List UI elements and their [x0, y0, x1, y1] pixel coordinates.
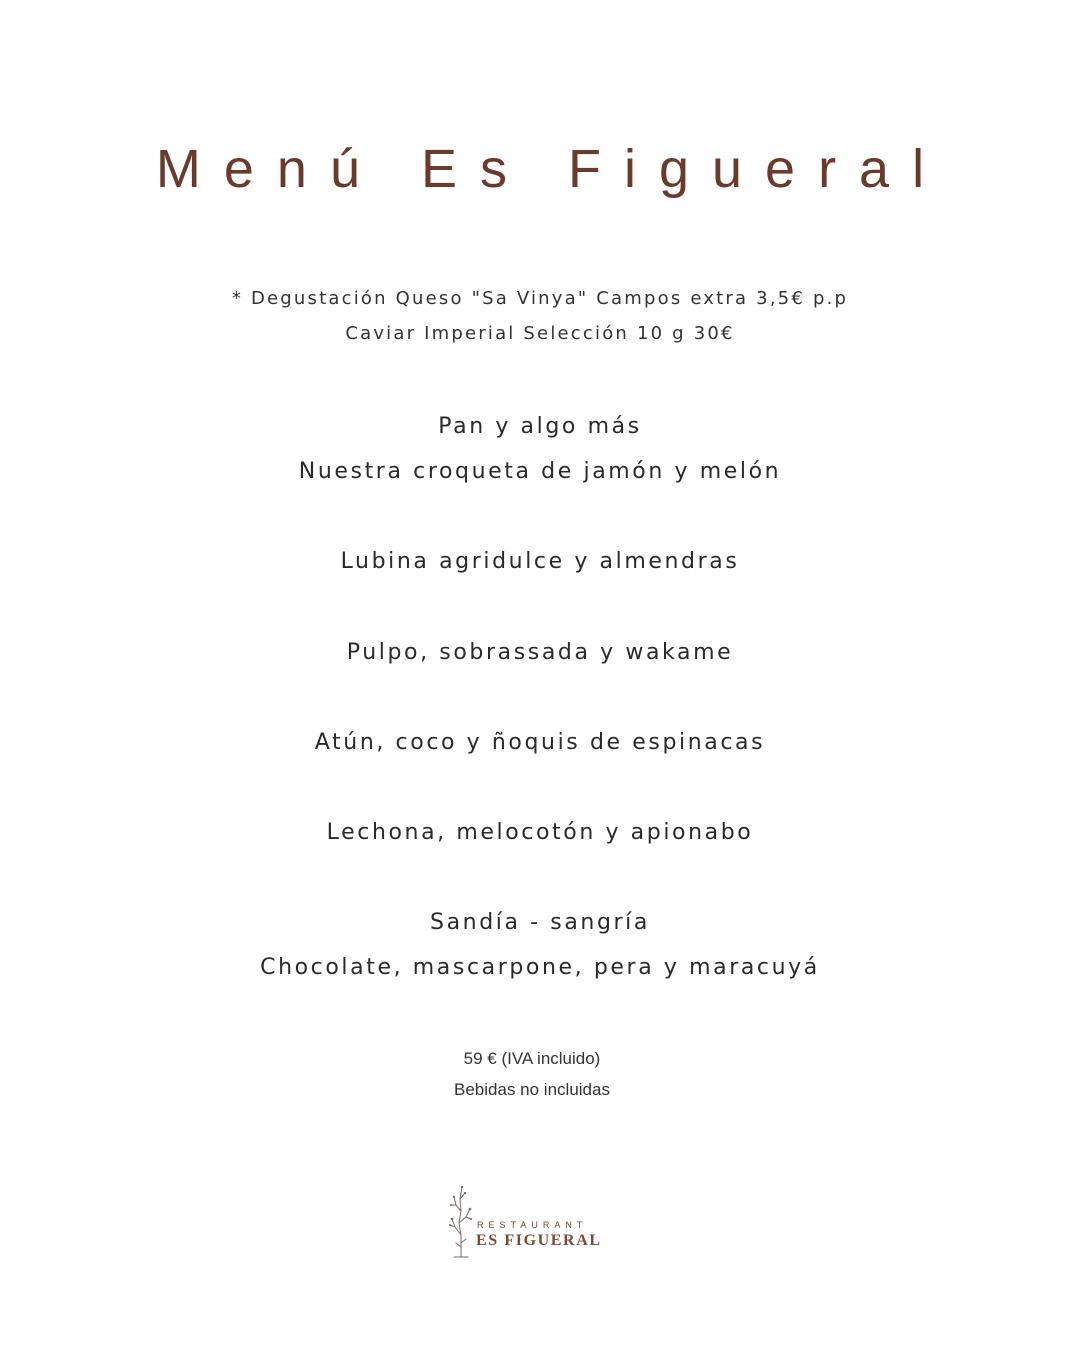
course-item: Atún, coco y ñoquis de espinacas	[314, 730, 766, 755]
course-item: Sandía - sangría	[430, 910, 650, 935]
menu-price: 59 € (IVA incluido)	[463, 1049, 601, 1068]
course-item: Chocolate, mascarpone, pera y maracuyá	[260, 955, 820, 980]
course-item: Lubina agridulce y almendras	[340, 549, 740, 574]
course-item: Nuestra croqueta de jamón y melón	[298, 459, 782, 484]
logo-restaurant-text: RESTAURANT	[477, 1220, 588, 1230]
menu-title: Menú Es Figueral	[155, 139, 948, 199]
restaurant-logo	[446, 1183, 616, 1261]
logo-name-text: ES FIGUERAL	[476, 1232, 602, 1249]
fig-tree-icon	[446, 1183, 476, 1259]
extra-caviar: Caviar Imperial Selección 10 g 30€	[345, 323, 735, 344]
course-item: Lechona, melocotón y apionabo	[326, 820, 754, 845]
course-item: Pulpo, sobrassada y wakame	[346, 640, 734, 665]
course-item: Pan y algo más	[438, 414, 642, 439]
extra-cheese-tasting: * Degustación Queso "Sa Vinya" Campos extra 3,5€ p.p	[231, 288, 849, 309]
drinks-note: Bebidas no incluidas	[454, 1080, 610, 1099]
